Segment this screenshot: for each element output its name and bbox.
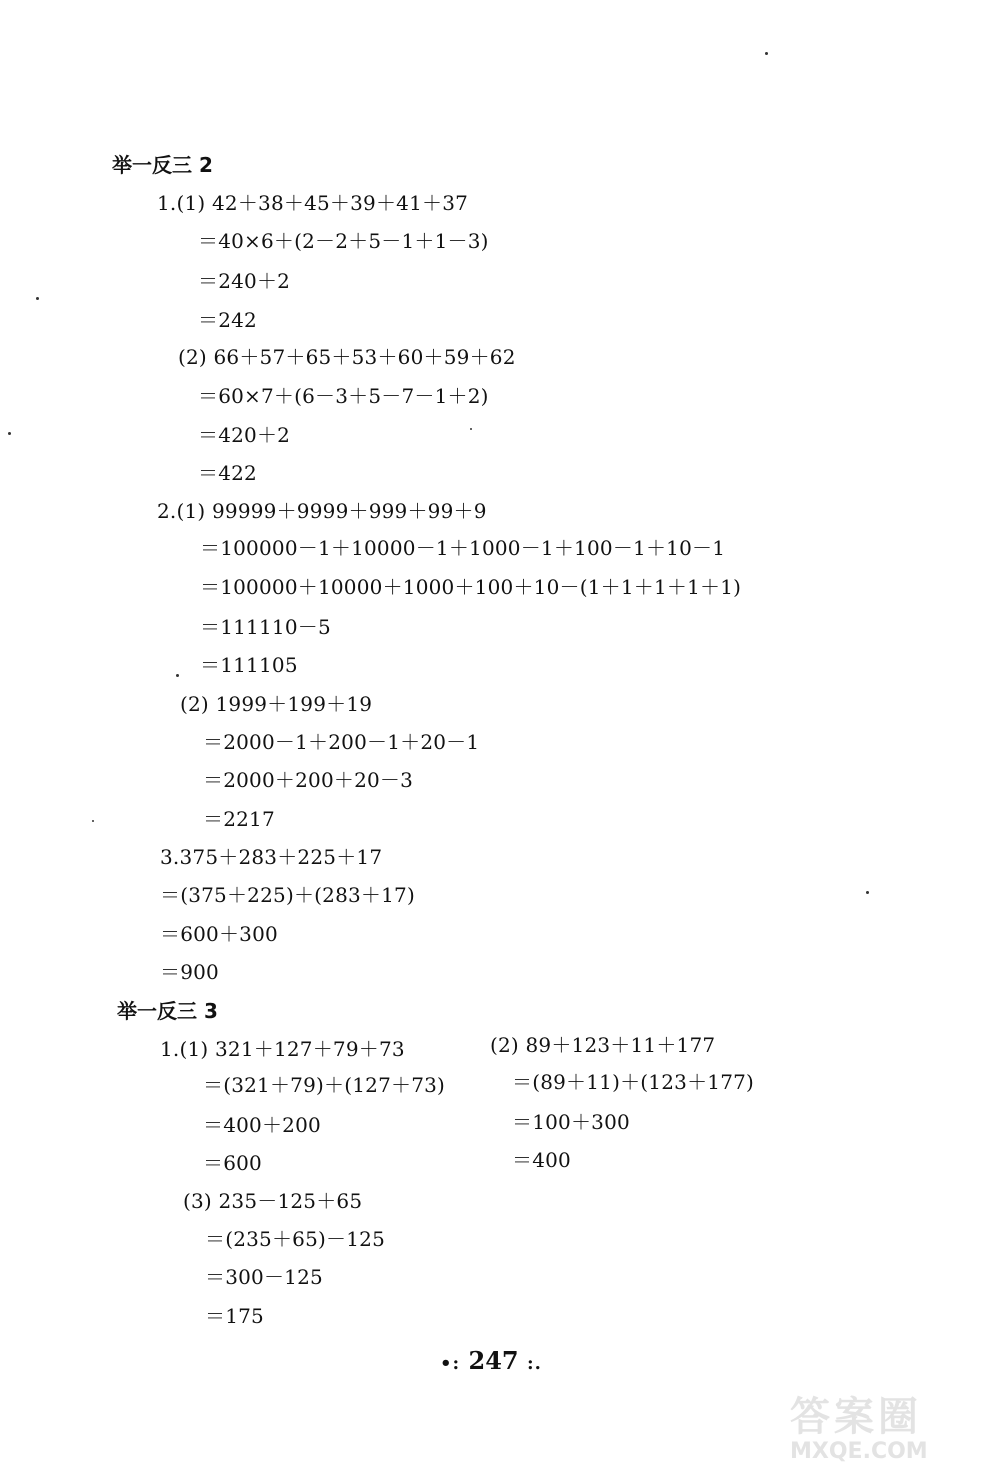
equation-line: ＝240＋2 [198,269,291,293]
equation-line: ＝300－125 [205,1265,323,1289]
equation-line: ＝600＋300 [160,922,278,946]
equation-line: (2) 89＋123＋11＋177 [490,1033,716,1057]
equation-line: ＝2000＋200＋20－3 [203,768,414,792]
equation-line: ＝400＋200 [203,1113,321,1137]
equation-line: ＝(375＋225)＋(283＋17) [160,883,415,907]
equation-line: ＝60×7＋(6－3＋5－7－1＋2) [198,384,489,408]
equation-line: (3) 235－125＋65 [183,1189,363,1213]
page-number-value: 247 [468,1346,519,1375]
scan-speck [92,820,94,822]
equation-line: ＝600 [203,1151,262,1175]
equation-line: ＝100000－1＋10000－1＋1000－1＋100－1＋10－1 [200,536,726,560]
equation-line: 3.375＋283＋225＋17 [160,845,383,869]
page-dots-right: :. [526,1353,542,1374]
page-number [440,1346,542,1379]
equation-line: ＝420＋2 [198,423,291,447]
watermark-title: 答案圈 [790,1394,922,1440]
equation-line: (2) 1999＋199＋19 [180,692,373,716]
watermark-url: MXQE.COM [790,1439,928,1464]
equation-line: ＝(321＋79)＋(127＋73) [203,1073,446,1097]
scan-speck [36,297,39,300]
equation-line: (2) 66＋57＋65＋53＋60＋59＋62 [178,345,516,369]
scan-speck [866,891,869,894]
equation-line: ＝900 [160,960,219,984]
page-dots-left: •: [440,1353,461,1374]
equation-line: ＝175 [205,1304,264,1328]
equation-line: ＝(89＋11)＋(123＋177) [512,1070,755,1094]
equation-line: ＝400 [512,1148,571,1172]
equation-line: ＝100000＋10000＋1000＋100＋10－(1＋1＋1＋1＋1) [200,575,742,599]
equation-line: ＝2217 [203,807,275,831]
scan-speck [8,432,11,435]
scan-speck [176,674,179,677]
equation-line: ＝242 [198,308,257,332]
watermark [790,1395,928,1465]
equation-line: ＝2000－1＋200－1＋20－1 [203,730,480,754]
section-heading: 举一反三 2 [112,153,213,177]
equation-line: ＝40×6＋(2－2＋5－1＋1－3) [198,229,489,253]
equation-line: 2.(1) 99999＋9999＋999＋99＋9 [157,499,487,523]
equation-line: ＝(235＋65)－125 [205,1227,386,1251]
equation-line: ＝100＋300 [512,1110,630,1134]
equation-line: 1.(1) 42＋38＋45＋39＋41＋37 [157,191,469,215]
equation-line: ＝111105 [200,653,298,677]
equation-line: ＝111110－5 [200,615,331,639]
section-heading: 举一反三 3 [117,999,218,1023]
equation-line: ＝422 [198,461,257,485]
scan-speck [765,52,768,55]
equation-line: 1.(1) 321＋127＋79＋73 [160,1037,405,1061]
scan-speck [470,428,472,430]
